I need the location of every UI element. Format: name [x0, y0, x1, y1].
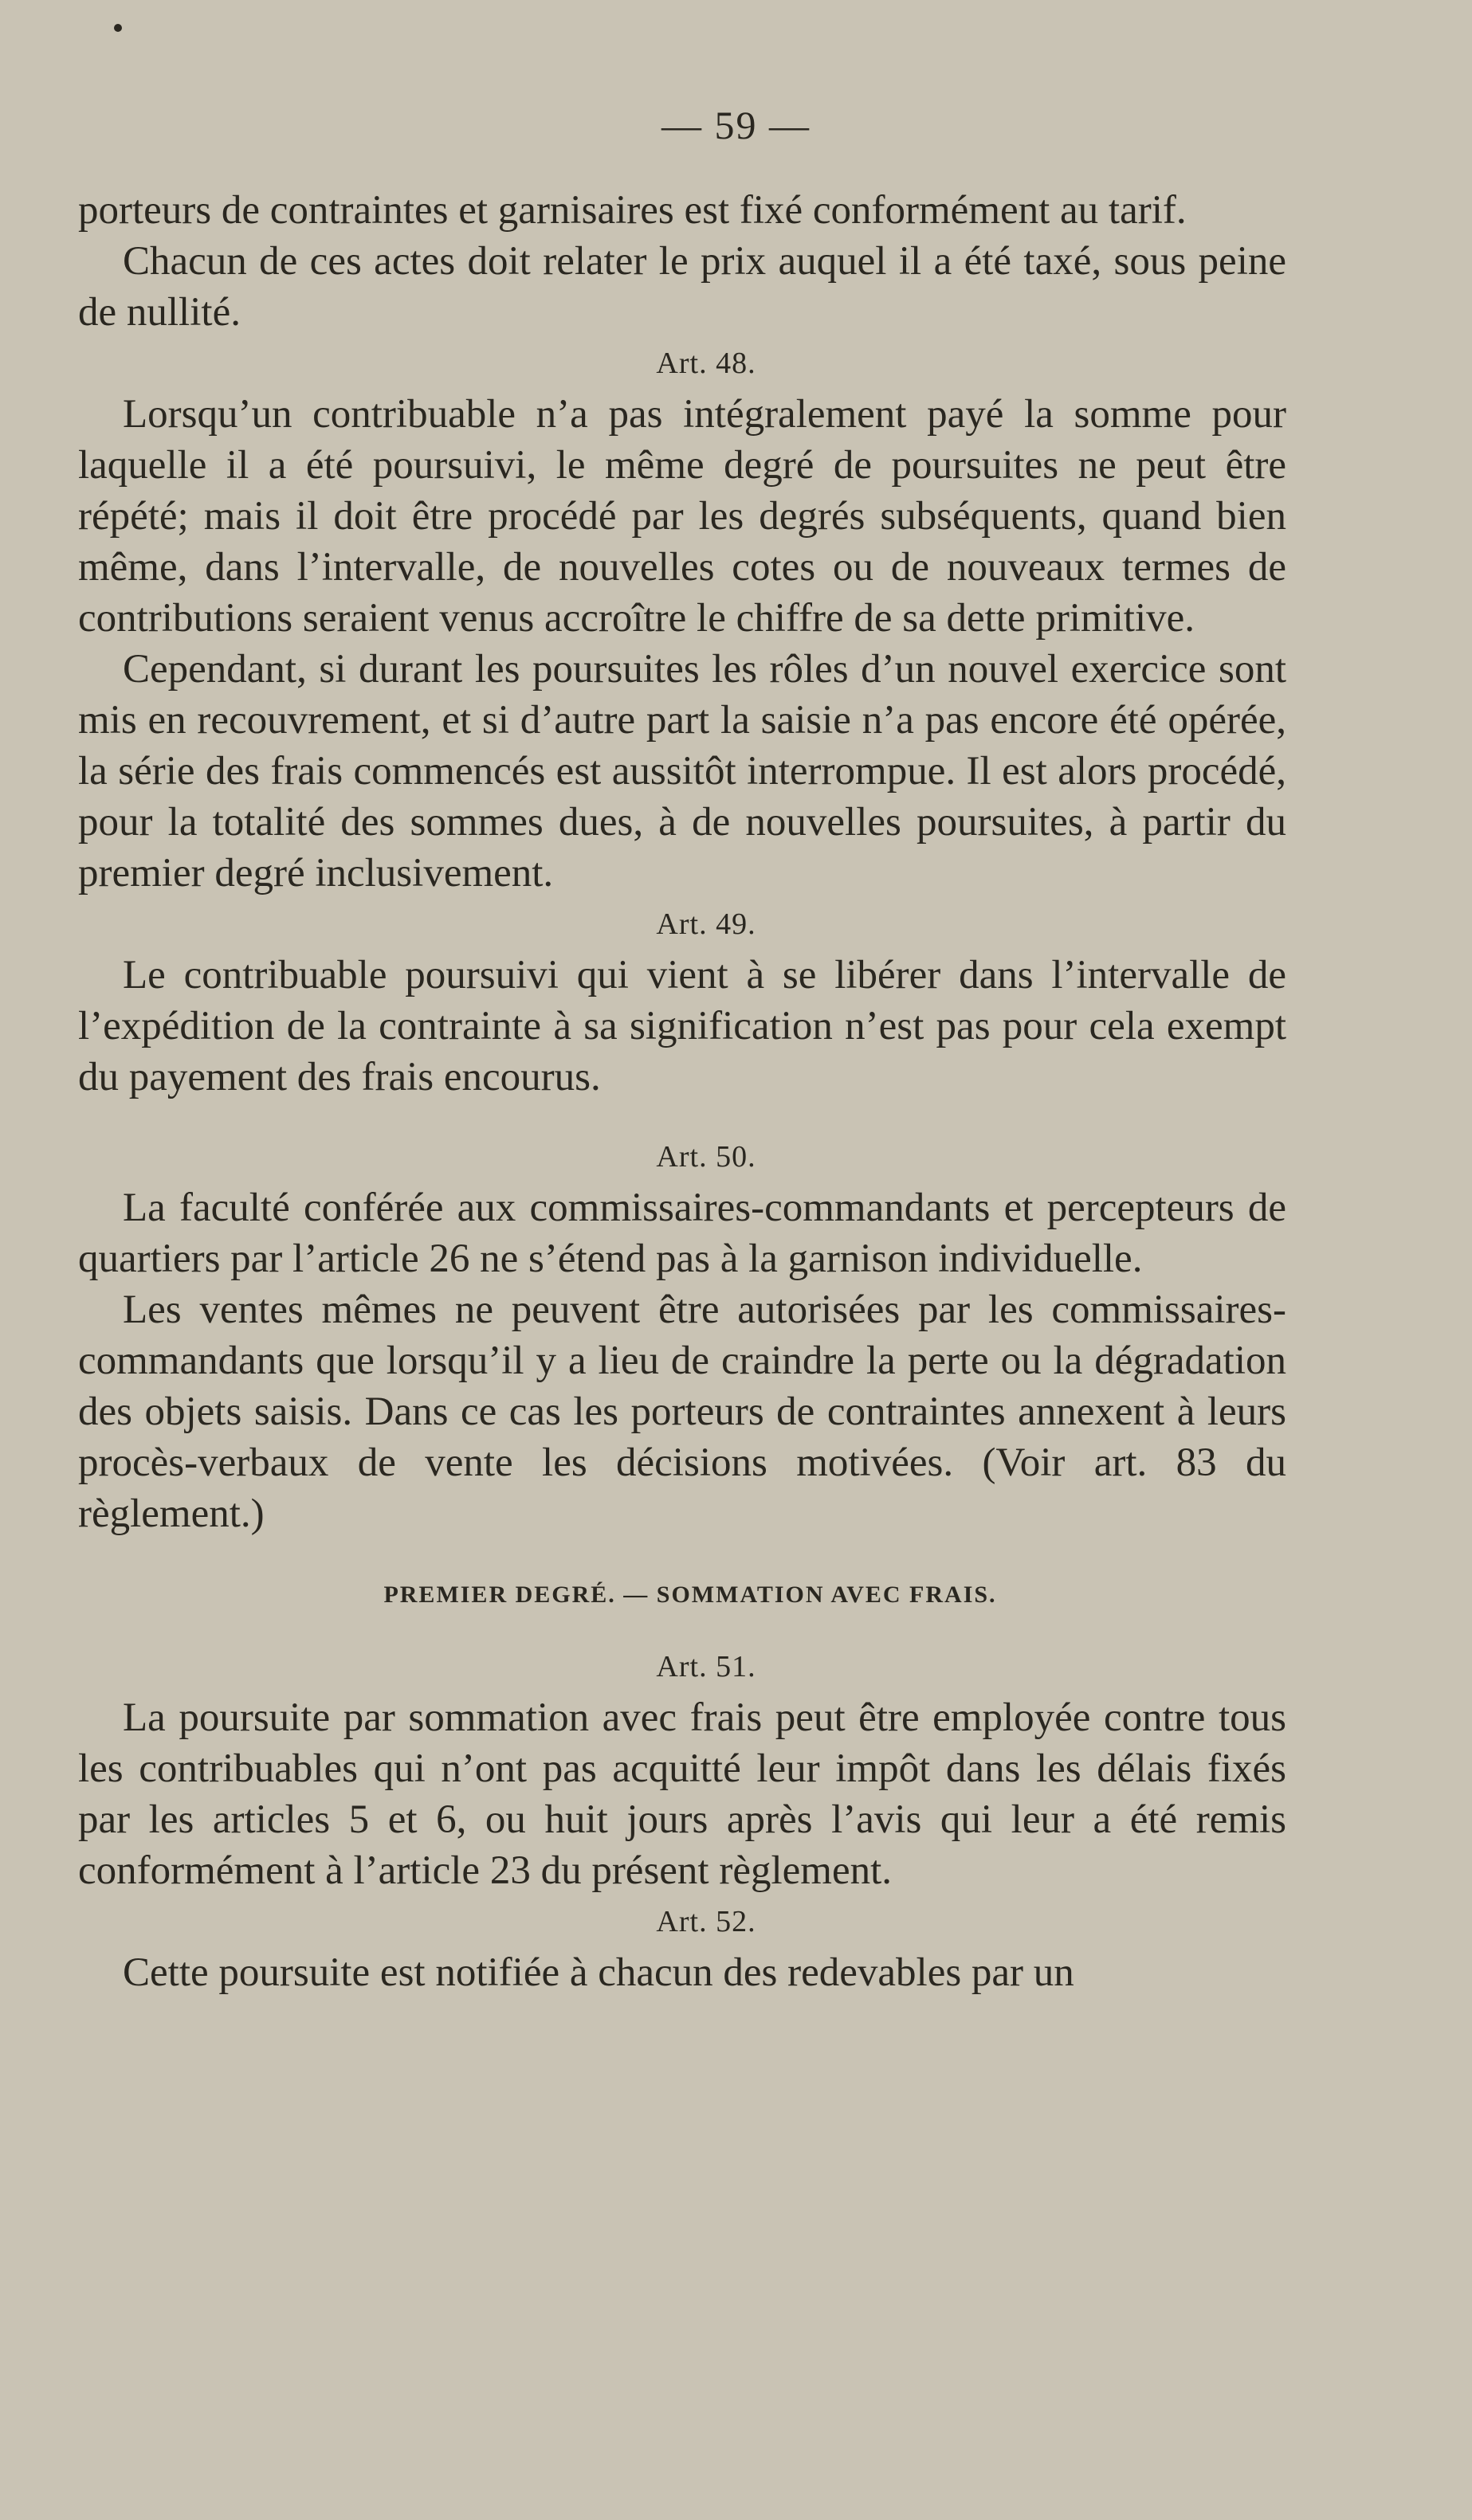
ink-speck [114, 24, 122, 32]
paragraph-art49-1: Le contribuable poursuivi qui vient à se libérer dans l’intervalle de l’expédition de la contrainte à sa signification n’est pas pour cela exempt du payement des frais encourus. [78, 953, 1286, 1099]
paragraph-lead-1: porteurs de contraintes et garnisaires est fixé conformément au tarif. [78, 188, 1187, 233]
paragraph-art50-2: Les ventes mêmes ne peuvent être autorisées par les commissaires-commandants que lorsqu’il y a lieu de craindre la perte ou la dégradation des objets saisis. Dans ce cas les porteurs de contraintes annexent à leurs procès-verbaux de vente les décisions motivées. (Voir art. 83 du règlement.) [78, 1287, 1286, 1536]
article-heading-48: Art. 48. [656, 347, 756, 380]
paragraph-art52-1: Cette poursuite est notifiée à chacun des redevables par un [123, 1950, 1074, 1995]
paragraph-art48-1: Lorsqu’un contribuable n’a pas intégralement payé la somme pour laquelle il a été poursuivi, le même degré de poursuites ne peut être répété; mais il doit être procédé par les degrés subséquents, quand bien même, dans l’intervalle, de nouvelles cotes ou de nouveaux termes de contributions seraient venus accroître le chiffre de sa dette primitive. [78, 392, 1286, 641]
page-number: — 59 — [661, 103, 811, 147]
paragraph-lead-2: Chacun de ces actes doit relater le prix auquel il a été taxé, sous peine de nullité. [78, 239, 1286, 335]
section-title: PREMIER DEGRÉ. — SOMMATION AVEC FRAIS. [383, 1581, 997, 1608]
paragraph-art48-2: Cependant, si durant les poursuites les rôles d’un nouvel exercice sont mis en recouvrement, et si d’autre part la saisie n’a pas encore été opérée, la série des frais commencés est aussitôt interrompue. Il est alors procédé, pour la totalité des sommes dues, à de nouvelles poursuites, à partir du premier degré inclusivement. [78, 647, 1286, 896]
paragraph-art51-1: La poursuite par sommation avec frais peut être employée contre tous les contribuables qui n’ont pas acquitté leur impôt dans les délais fixés par les articles 5 et 6, ou huit jours après l’avis qui leur a été remis conformément à l’article 23 du présent règlement. [78, 1695, 1286, 1893]
article-heading-50: Art. 50. [656, 1140, 756, 1174]
paragraph-art50-1: La faculté conférée aux commissaires-commandants et percepteurs de quartiers par l’article 26 ne s’étend pas à la garnison individuelle. [78, 1186, 1286, 1281]
body-text [78, 185, 1286, 1998]
article-heading-51: Art. 51. [656, 1650, 756, 1683]
article-heading-49: Art. 49. [656, 907, 756, 941]
article-heading-52: Art. 52. [656, 1905, 756, 1938]
